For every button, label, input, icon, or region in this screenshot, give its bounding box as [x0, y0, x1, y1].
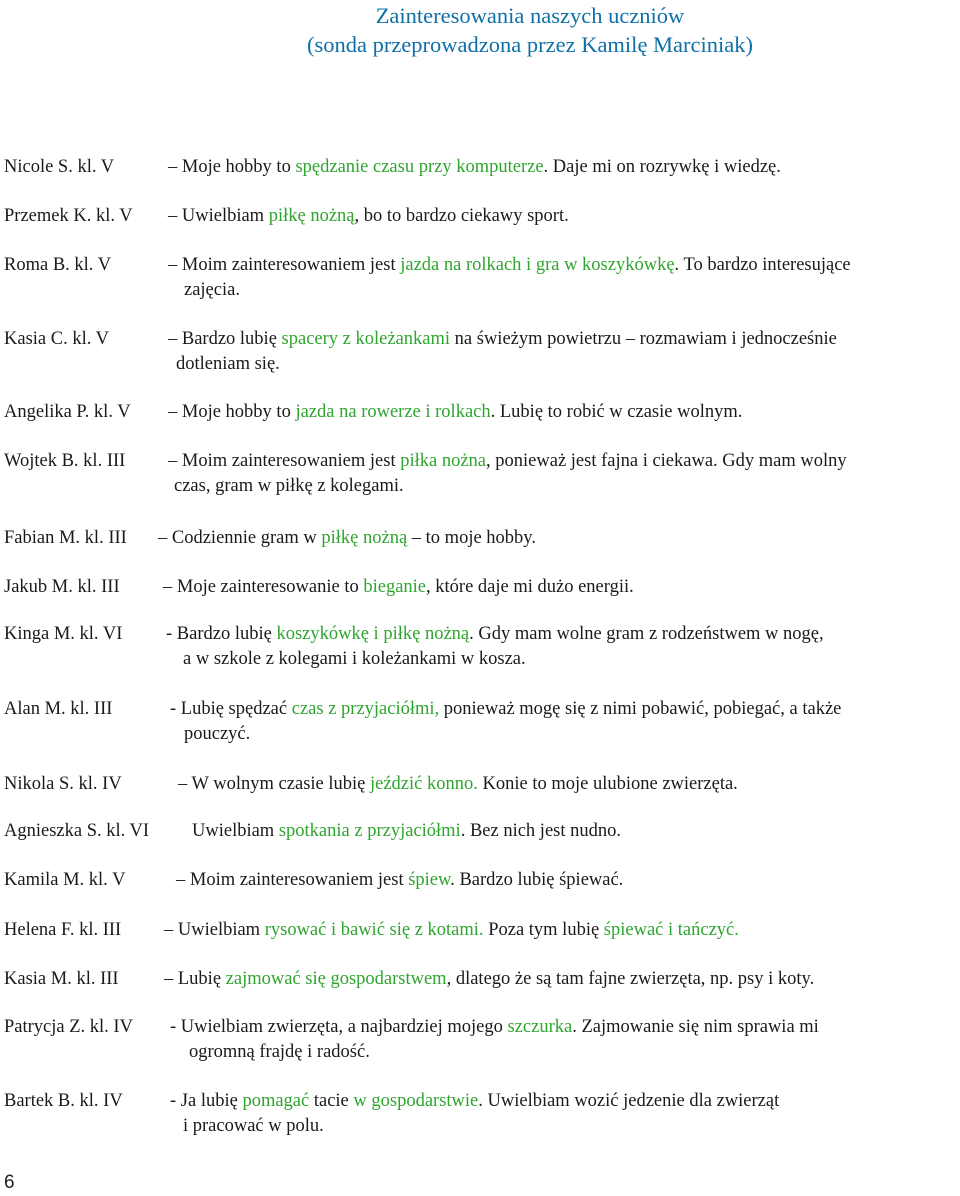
entry-name: Kasia C. kl. V — [4, 329, 110, 349]
entry-line — [168, 253, 958, 278]
entry-text — [168, 327, 958, 377]
highlighted-interest: w gospodarstwie — [353, 1091, 479, 1111]
entry-text-segment: - Lubię spędzać — [170, 699, 292, 719]
entry-line — [166, 647, 956, 672]
entry-text-segment: – Bardzo lubię — [168, 329, 282, 349]
entry-text-segment: , ponieważ jest fajna i ciekawa. Gdy mam wolny — [486, 451, 847, 471]
title-line-1: Zainteresowania naszych uczniów — [375, 3, 685, 28]
entry-text-segment: – Moim zainteresowaniem jest — [168, 255, 401, 275]
entry-text-segment: . Lubię to robić w czasie wolnym. — [490, 402, 743, 422]
highlighted-interest: szczurka — [507, 1017, 573, 1037]
entry-name: Angelika P. kl. V — [4, 402, 131, 422]
entry-name: Nikola S. kl. IV — [4, 774, 122, 794]
entry-text-segment: czas, gram w piłkę z kolegami. — [174, 476, 404, 496]
entry-text — [168, 155, 958, 180]
entry-text — [168, 449, 958, 499]
entry-line — [192, 819, 960, 844]
entry-line — [178, 772, 960, 797]
entry-line — [158, 526, 948, 551]
entry-line — [168, 474, 958, 499]
entry-text-segment: - Bardzo lubię — [166, 624, 277, 644]
entry-text-segment: – Uwielbiam — [164, 920, 265, 940]
entry-line — [164, 967, 954, 992]
entry-name: Kamila M. kl. V — [4, 870, 126, 890]
entry-text-segment: a w szkole z kolegami i koleżankami w kosza. — [183, 649, 526, 669]
highlighted-interest: spotkania z przyjaciółmi — [278, 821, 461, 841]
entry-name: Kinga M. kl. VI — [4, 624, 123, 644]
entry-text-segment: – Moje zainteresowanie to — [163, 577, 364, 597]
highlighted-interest: śpiew — [408, 870, 451, 890]
entry-text-segment: . Bardzo lubię śpiewać. — [450, 870, 624, 890]
entry-line — [170, 697, 960, 722]
highlighted-interest: spędzanie czasu przy komputerze — [295, 157, 544, 177]
entry-text-segment: Poza tym lubię — [483, 920, 604, 940]
highlighted-interest: zajmować się gospodarstwem — [225, 969, 447, 989]
entry-text-segment: pouczyć. — [184, 724, 251, 744]
page-number: 6 — [4, 1172, 15, 1193]
entry-text-segment: Uwielbiam — [192, 821, 279, 841]
entry-name: Bartek B. kl. IV — [4, 1091, 123, 1111]
entry-text — [170, 697, 960, 747]
entry-line — [168, 449, 958, 474]
entry-text — [168, 400, 958, 425]
entry-name: Patrycja Z. kl. IV — [4, 1017, 133, 1037]
entry-text-segment: , które daje mi dużo energii. — [426, 577, 634, 597]
entry-line — [170, 1015, 960, 1040]
entry-text-segment: . Zajmowanie się nim sprawia mi — [572, 1017, 819, 1037]
highlighted-interest: czas z przyjaciółmi, — [291, 699, 440, 719]
highlighted-interest: jeździć konno. — [369, 774, 478, 794]
entry-name: Kasia M. kl. III — [4, 969, 119, 989]
entry-line — [168, 352, 958, 377]
entry-text — [168, 253, 958, 303]
entry-line — [170, 1040, 960, 1065]
entry-text-segment: – Lubię — [164, 969, 226, 989]
highlighted-interest: koszykówkę i piłkę nożną — [276, 624, 470, 644]
entry-line — [163, 575, 953, 600]
entry-name: Nicole S. kl. V — [4, 157, 115, 177]
entry-line — [164, 918, 954, 943]
highlighted-interest: pomagać — [242, 1091, 310, 1111]
entry-text-segment: – Moim zainteresowaniem jest — [168, 451, 401, 471]
entry-text-segment: – W wolnym czasie lubię — [178, 774, 370, 794]
entry-text-segment: , bo to bardzo ciekawy sport. — [354, 206, 569, 226]
entry-text — [168, 204, 958, 229]
entry-text-segment: . Daje mi on rozrywkę i wiedzę. — [543, 157, 781, 177]
entry-line — [170, 1114, 960, 1139]
title-line-2: (sonda przeprowadzona przez Kamilę Marciniak) — [306, 32, 754, 57]
entry-text — [164, 967, 954, 992]
entry-text — [176, 868, 960, 893]
entry-name: Helena F. kl. III — [4, 920, 122, 940]
entry-text — [170, 1015, 960, 1065]
highlighted-interest: bieganie — [363, 577, 427, 597]
entry-text-segment: - Ja lubię — [170, 1091, 243, 1111]
entry-line — [168, 155, 958, 180]
entry-text — [192, 819, 960, 844]
entry-text-segment: i pracować w polu. — [183, 1116, 324, 1136]
entry-text — [170, 1089, 960, 1139]
entry-name: Agnieszka S. kl. VI — [4, 821, 150, 841]
highlighted-interest: piłka nożna — [400, 451, 487, 471]
entry-text-segment: – Moim zainteresowaniem jest — [176, 870, 409, 890]
entry-text-segment: tacie — [309, 1091, 354, 1111]
highlighted-interest: piłkę nożną — [268, 206, 355, 226]
entry-text-segment: ogromną frajdę i radość. — [189, 1042, 370, 1062]
highlighted-interest: rysować i bawić się z kotami. — [264, 920, 484, 940]
entry-line — [176, 868, 960, 893]
entry-text — [163, 575, 953, 600]
entry-text-segment: – Codziennie gram w — [158, 528, 322, 548]
entry-text — [178, 772, 960, 797]
highlighted-interest: piłkę nożną — [321, 528, 408, 548]
entry-text-segment: zajęcia. — [184, 280, 240, 300]
entry-line — [168, 327, 958, 352]
entry-line — [168, 204, 958, 229]
entry-text-segment: - Uwielbiam zwierzęta, a najbardziej mojego — [170, 1017, 508, 1037]
entry-text-segment: – to moje hobby. — [407, 528, 536, 548]
entry-line — [170, 1089, 960, 1114]
entry-text-segment: – Uwielbiam — [168, 206, 269, 226]
entry-line — [168, 400, 958, 425]
entry-line — [168, 278, 958, 303]
entry-line — [170, 722, 960, 747]
entry-line — [166, 622, 956, 647]
highlighted-interest: jazda na rowerze i rolkach — [295, 402, 491, 422]
entry-name: Roma B. kl. V — [4, 255, 112, 275]
entry-text — [166, 622, 956, 672]
highlighted-interest: jazda na rolkach i gra w koszykówkę — [400, 255, 675, 275]
entry-text-segment: . Bez nich jest nudno. — [460, 821, 621, 841]
entry-name: Wojtek B. kl. III — [4, 451, 126, 471]
highlighted-interest: śpiewać i tańczyć. — [603, 920, 739, 940]
entry-text-segment: – Moje hobby to — [168, 157, 296, 177]
entry-text-segment: . Gdy mam wolne gram z rodzeństwem w nogę, — [469, 624, 824, 644]
entry-name: Fabian M. kl. III — [4, 528, 127, 548]
entry-text-segment: . Uwielbiam wozić jedzenie dla zwierząt — [478, 1091, 780, 1111]
entry-name: Przemek K. kl. V — [4, 206, 133, 226]
entry-text-segment: – Moje hobby to — [168, 402, 296, 422]
entry-name: Alan M. kl. III — [4, 699, 113, 719]
entry-text — [164, 918, 954, 943]
entry-text-segment: , dlatego że są tam fajne zwierzęta, np. psy i koty. — [446, 969, 815, 989]
entry-text — [158, 526, 948, 551]
entry-text-segment: na świeżym powietrzu – rozmawiam i jednocześnie — [450, 329, 837, 349]
entry-text-segment: ponieważ mogę się z nimi pobawić, pobiegać, a także — [439, 699, 842, 719]
highlighted-interest: spacery z koleżankami — [281, 329, 451, 349]
entry-text-segment: . To bardzo interesujące — [674, 255, 851, 275]
entry-text-segment: Konie to moje ulubione zwierzęta. — [477, 774, 738, 794]
page-title — [0, 0, 960, 59]
entry-text-segment: dotleniam się. — [176, 354, 280, 374]
entry-name: Jakub M. kl. III — [4, 577, 120, 597]
